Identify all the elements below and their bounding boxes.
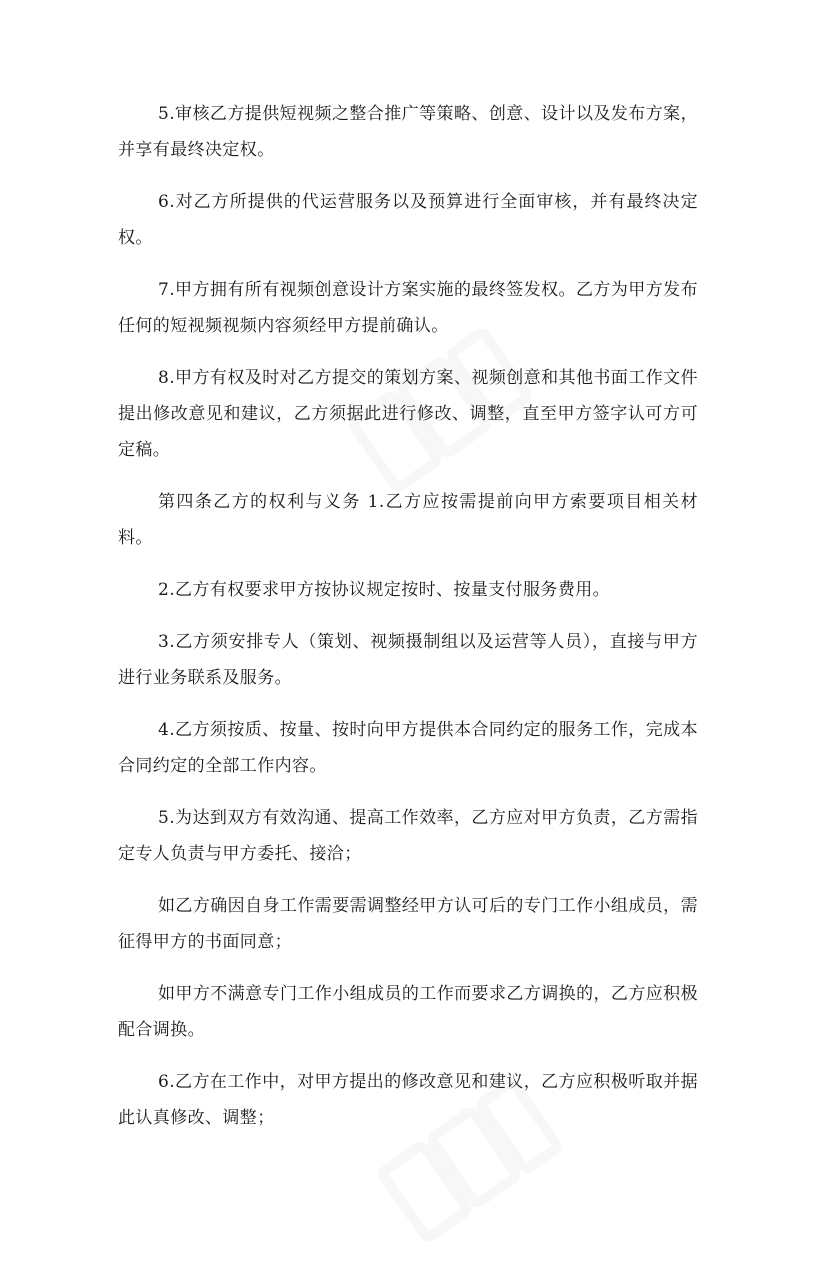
paragraph: 8.甲方有权及时对乙方提交的策划方案、视频创意和其他书面工作文件提出修改意见和建议，乙方须据此进行修改、调整，直至甲方签字认可方可定稿。 xyxy=(118,368,698,460)
paragraph: 6.乙方在工作中，对甲方提出的修改意见和建议，乙方应积极听取并据此认真修改、调整； xyxy=(118,1072,698,1128)
paragraph: 3.乙方须安排专人（策划、视频摄制组以及运营等人员），直接与甲方进行业务联系及服务。 xyxy=(118,632,698,688)
paragraph: 2.乙方有权要求甲方按协议规定按时、按量支付服务费用。 xyxy=(158,580,611,600)
paragraph: 5.为达到双方有效沟通、提高工作效率，乙方应对甲方负责，乙方需指定专人负责与甲方委托、接洽； xyxy=(118,808,698,864)
paragraph: 4.乙方须按质、按量、按时向甲方提供本合同约定的服务工作，完成本合同约定的全部工作内容。 xyxy=(118,720,698,776)
paragraph: 如乙方确因自身工作需要需调整经甲方认可后的专门工作小组成员，需征得甲方的书面同意； xyxy=(118,896,698,952)
document-body xyxy=(118,96,698,1152)
paragraph: 5.审核乙方提供短视频之整合推广等策略、创意、设计以及发布方案，并享有最终决定权。 xyxy=(118,104,698,160)
paragraph: 如甲方不满意专门工作小组成员的工作而要求乙方调换的，乙方应积极配合调换。 xyxy=(118,984,698,1040)
section-heading-paragraph: 第四条乙方的权利与义务 1.乙方应按需提前向甲方索要项目相关材料。 xyxy=(118,492,698,548)
paragraph: 7.甲方拥有所有视频创意设计方案实施的最终签发权。乙方为甲方发布任何的短视频视频内容须经甲方提前确认。 xyxy=(118,280,698,336)
paragraph: 6.对乙方所提供的代运营服务以及预算进行全面审核，并有最终决定权。 xyxy=(118,192,698,248)
